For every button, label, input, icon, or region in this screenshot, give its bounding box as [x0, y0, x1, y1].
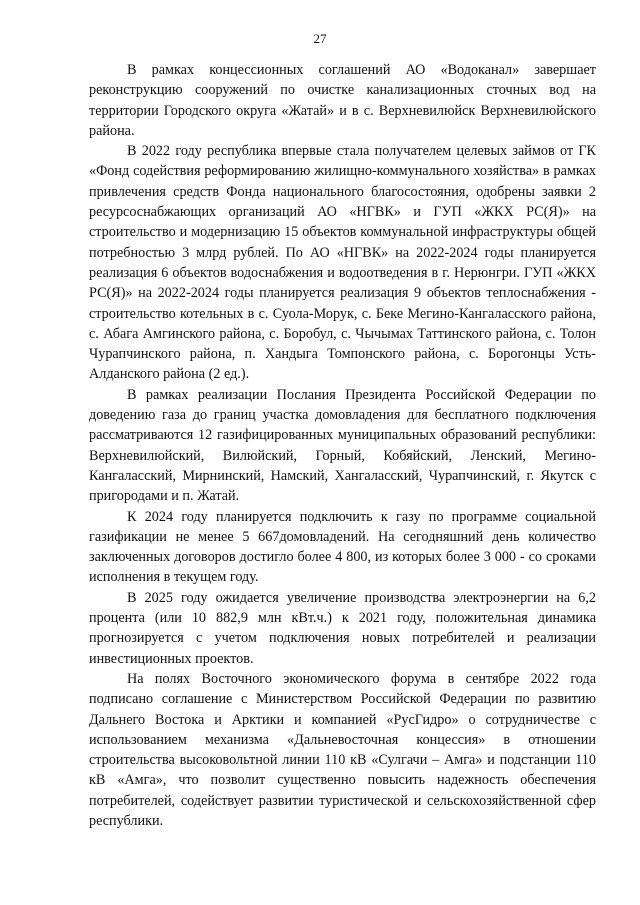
paragraph-gas-connection: В рамках реализации Послания Президента Российской Федерации по доведению газа до границ участка домовладения для бесплатного подключения рассматриваются 12 газифицированных муниципальных образований республики: Верхневилюйский, Вилюйский, Горный, Кобяйский, Ленский, Мегино-Кангаласский, Мирнинский, Намский, Хангаласский, Чурапчинский, г. Якутск с пригородами и п. Жатай.: [89, 386, 596, 505]
paragraph-electricity-production: В 2025 году ожидается увеличение производства электроэнергии на 6,2 процента (или 10 882,9 млн кВт.ч.) к 2021 году, положительная динамика прогнозируется с учетом подключения новых потребителей и реализации инвестиционных проектов.: [89, 589, 596, 667]
paragraph-housing-fund-loans: В 2022 году республика впервые стала получателем целевых займов от ГК «Фонд содействия реформированию жилищно-коммунального хозяйства» в рамках привлечения средств Фонда национального благосостояния, одобрены заявки 2 ресурсоснабжающих организаций АО «НГВК» и ГУП «ЖКХ РС(Я)» на строительство и модернизацию 15 объектов коммунальной инфраструктуры общей потребностью 3 млрд рублей. По АО «НГВК» на 2022-2024 годы планируется реализация 6 объектов водоснабжения и водоотведения в г. Нерюнгри. ГУП «ЖКХ РС(Я)» на 2022-2024 годы планируется реализация 9 объектов теплоснабжения - строительство котельных в с. Суола-Морук, с. Беке Мегино-Кангаласского района, с. Абага Амгинского района, с. Боробул, с. Чычымах Таттинского района, с. Толон Чурапчинского района, п. Хандыга Томпонского района, с. Борогонцы Усть-Алданского района (2 ед.).: [89, 143, 596, 383]
paragraph-social-gasification: К 2024 году планируется подключить к газу по программе социальной газификации не менее 5 667домовладений. На сегодняшний день количество заключенных договоров достигло более 4 800, из которых более 3 000 - со сроками исполнения в текущем году.: [89, 508, 596, 586]
paragraph-economic-forum-agreement: На полях Восточного экономического форума в сентябре 2022 года подписано соглашение с Министерством Российской Федерации по развитию Дальнего Востока и Арктики и компанией «РусГидро» о сотрудничестве с использованием механизма «Дальневосточная концессия» в отношении строительства высоковольтной линии 110 кВ «Сулгачи – Амга» и подстанции 110 кВ «Амга», что позволит существенно повысить надежность обеспечения потребителей, содействует развитии туристической и сельскохозяйственной сфер республики.: [89, 670, 596, 829]
page-number: 27: [313, 31, 327, 46]
paragraph-wastewater-concession: В рамках концессионных соглашений АО «Водоканал» завершает реконструкцию сооружений по очистке канализационных сточных вод на территории Городского округа «Жатай» и в с. Верхневилюйск Верхневилюйского района.: [89, 62, 596, 139]
document-body: [89, 60, 596, 831]
